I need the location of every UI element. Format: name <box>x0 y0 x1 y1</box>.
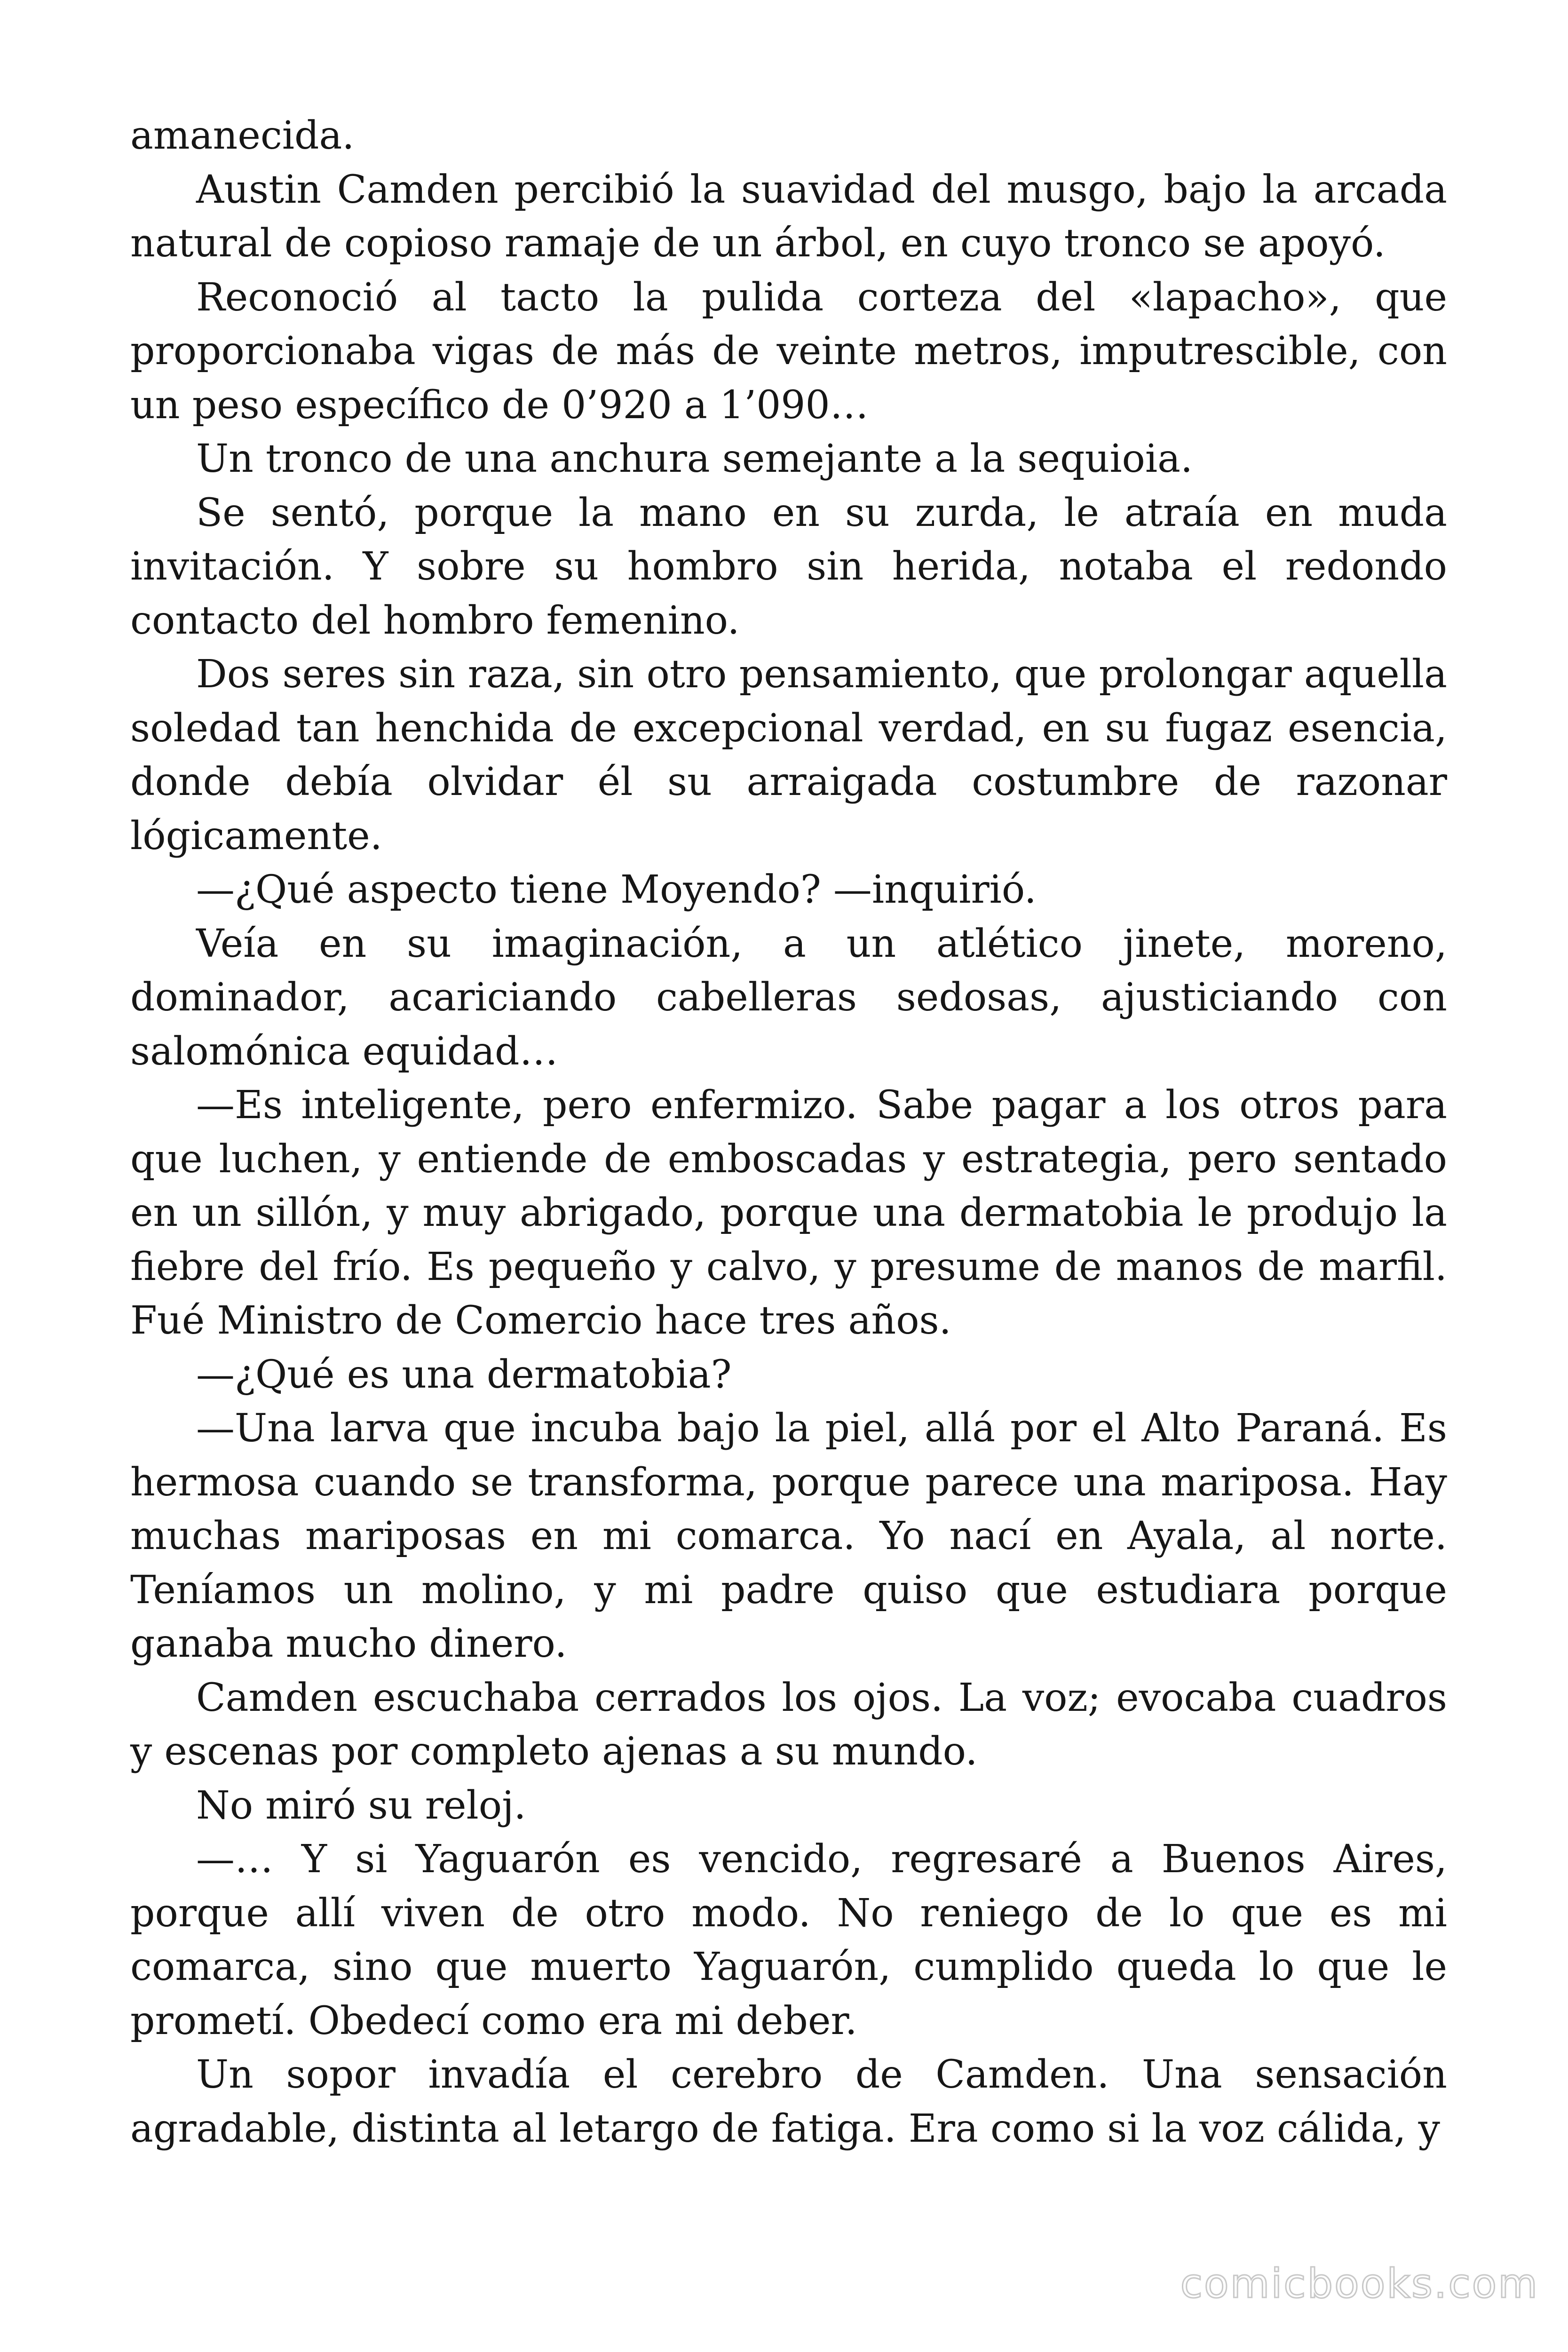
dialogue-line: —Es inteligente, pero enfermizo. Sabe pagar a los otros para que luchen, y entiende de emboscadas y estrategia, pero sentado en un sillón, y muy abrigado, porque una dermatobia le produjo la fiebre del frío. Es pequeño y calvo, y presume de manos de marfil. Fué Ministro de Comercio hace tres años. <box>130 1083 1447 1343</box>
book-page <box>130 109 1447 2156</box>
paragraph: Camden escuchaba cerrados los ojos. La voz; evocaba cuadros y escenas por completo ajenas a su mundo. <box>130 1675 1447 1774</box>
paragraph: Dos seres sin raza, sin otro pensamiento, que prolongar aquella soledad tan henchida de excepcional verdad, en su fugaz esencia, donde debía olvidar él su arraigada costumbre de razonar lógicamente. <box>130 652 1447 858</box>
paragraph: Se sentó, porque la mano en su zurda, le atraía en muda invitación. Y sobre su hombro sin herida, notaba el redondo contacto del hombro femenino. <box>130 490 1447 643</box>
dialogue-line: —¿Qué aspecto tiene Moyendo? —inquirió. <box>196 867 1037 912</box>
paragraph: Reconoció al tacto la pulida corteza del «lapacho», que proporcionaba vigas de más de veinte metros, imputrescible, con un peso específico de 0’920 a 1’090… <box>130 275 1447 428</box>
dialogue-line: —¿Qué es una dermatobia? <box>196 1352 732 1397</box>
paragraph: No miró su reloj. <box>196 1783 526 1828</box>
dialogue-line: —… Y si Yaguarón es vencido, regresaré a Buenos Aires, porque allí viven de otro modo. No reniego de lo que es mi comarca, sino que muerto Yaguarón, cumplido queda lo que le prometí. Obedecí como era mi deber. <box>130 1837 1447 2043</box>
paragraph: Un tronco de una anchura semejante a la sequioia. <box>196 437 1193 481</box>
paragraph: Veía en su imaginación, a un atlético jinete, moreno, dominador, acariciando cabelleras sedosas, ajusticiando con salomónica equidad… <box>130 921 1447 1074</box>
paragraph-continuation: amanecida. <box>130 113 355 158</box>
paragraph: Un sopor invadía el cerebro de Camden. Una sensación agradable, distinta al letargo de fatiga. Era como si la voz cálida, y <box>130 2052 1447 2151</box>
site-watermark: comicbooks.com <box>1180 2260 1539 2307</box>
paragraph: Austin Camden percibió la suavidad del musgo, bajo la arcada natural de copioso ramaje de un árbol, en cuyo tronco se apoyó. <box>130 167 1447 266</box>
dialogue-line: —Una larva que incuba bajo la piel, allá por el Alto Paraná. Es hermosa cuando se transforma, porque parece una mariposa. Hay muchas mariposas en mi comarca. Yo nací en Ayala, al norte. Teníamos un molino, y mi padre quiso que estudiara porque ganaba mucho dinero. <box>130 1406 1447 1666</box>
